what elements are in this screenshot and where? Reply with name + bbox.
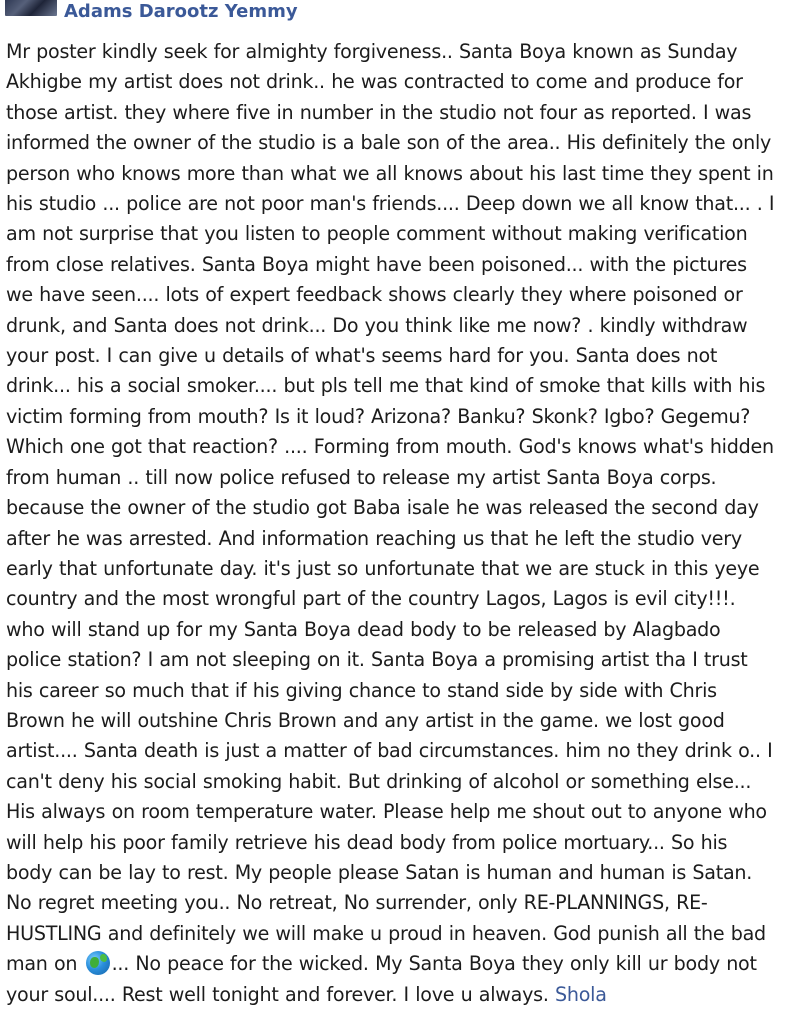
post-header [0, 0, 795, 26]
mention-link[interactable]: Shola [555, 982, 607, 1006]
post-text-part-2: ... No peace for the wicked. My Santa Boya they only kill ur body not your soul.... Rest well tonight and forever. I love u always. [6, 952, 757, 1006]
post-text-part-1: Mr poster kindly seek for almighty forgiveness.. Santa Boya known as Sunday Akhigbe my artist does not drink.. he was contracted to come and produce for those artist. they where five in number in the studio not four as reported. I was informed the owner of the studio is a bale son of the area.. His definitely the only person who knows more than what we all knows about his last time they spent in his studio ... police are not poor man's friends.... Deep down we all know that... . I am not surprise that you listen to people comment without making verification from close relatives. Santa Boya might have been poisoned... with the pictures we have seen.... lots of expert feedback shows clearly they where poisoned or drunk, and Santa does not drink... Do you think like me now? . kindly withdraw your post. I can give u details of what's seems hard for you. Santa does not drink... his a social smoker.... but pls tell me that kind of smoke that kills with his victim forming from mouth? Is it loud? Arizona? Banku? Skonk? Igbo? Gegemu? Which one got that reaction? .... Forming from mouth. God's knows what's hidden from human .. till now police refused to release my artist Santa Boya corps. because the owner of the studio got Baba isale he was released the second day after he was arrested. And information reaching us that he left the studio very early that unfortunate day. it's just so unfortunate that we are stuck in this yeye country and the most wrongful part of the country Lagos, Lagos is evil city!!!. who will stand up for my Santa Boya dead body to be released by Alagbado police station? I am not sleeping on it. Santa Boya a promising artist tha I trust his career so much that if his giving chance to stand side by side with Chris Brown he will outshine Chris Brown and any artist in the game. we lost good artist.... Santa death is just a matter of bad circumstances. him no they drink o.. I can't deny his social smoking habit. But drinking of alcohol or something else... His always on room temperature water. Please help me shout out to anyone who will help his poor family retrieve his dead body from police mortuary... So his body can be lay to rest. My people please Satan is human and human is Satan. No regret meeting you.. No retreat, No surrender, only RE-PLANNINGS, RE-HUSTLING and definitely we will make u proud in heaven. God punish all the bad man on [6, 40, 775, 976]
avatar[interactable] [5, 0, 57, 16]
author-name-link[interactable]: Adams Darootz Yemmy [64, 1, 298, 22]
post-text [6, 37, 778, 1010]
